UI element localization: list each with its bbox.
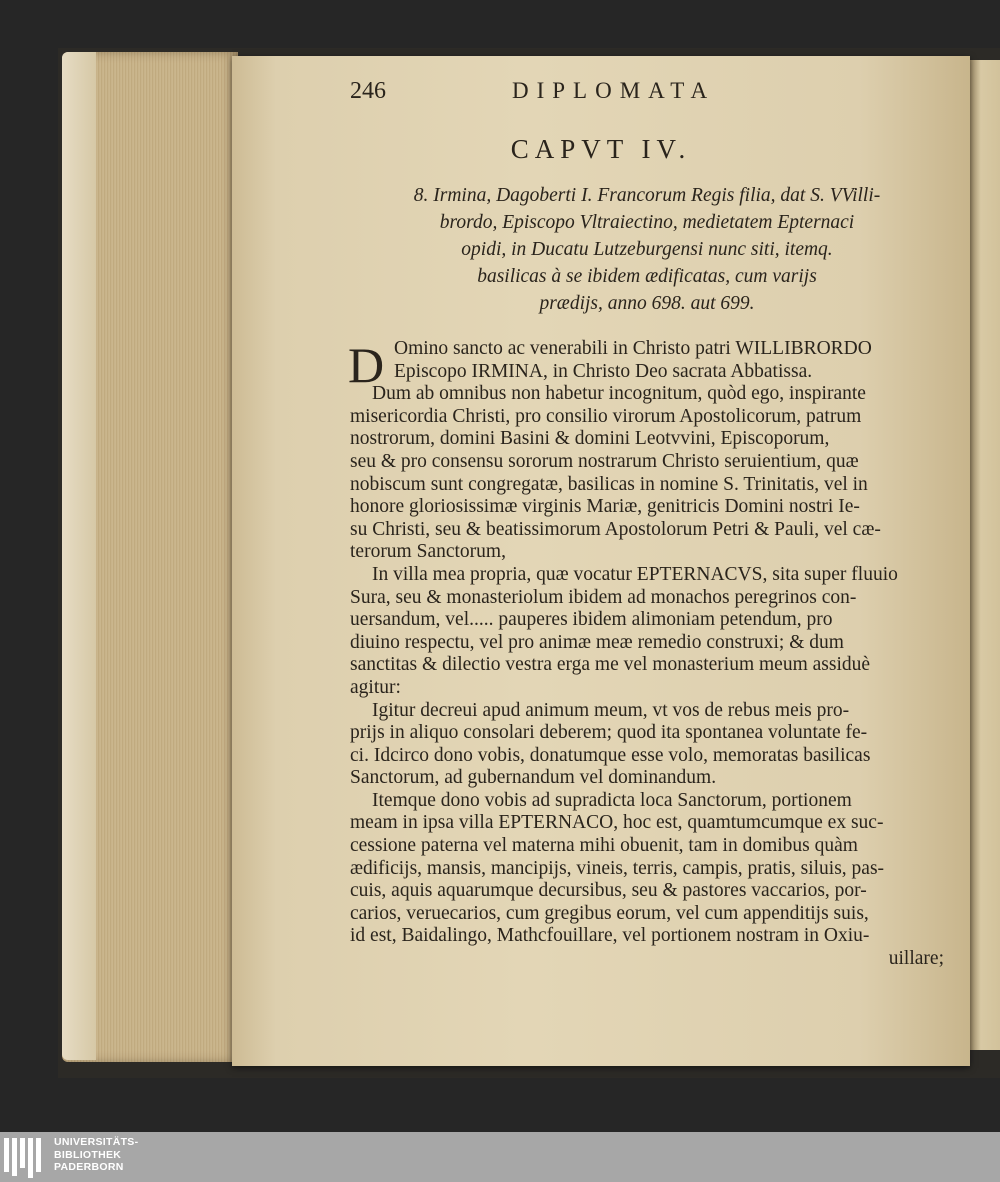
summary-line: opidi, in Ducatu Lutzeburgensi nunc siti, itemq. bbox=[461, 239, 833, 260]
text-line: nobiscum sunt congregatæ, basilicas in nomine S. Trinitatis, vel in bbox=[350, 473, 868, 495]
text-line: seu & pro consensu sororum nostrarum Christo seruientium, quæ bbox=[350, 450, 859, 472]
summary-line: prædijs, anno 698. aut 699. bbox=[539, 293, 755, 314]
running-head: DIPLOMATA bbox=[512, 78, 716, 103]
text-line: honore gloriosissimæ virginis Mariæ, genitricis Domini nostri Ie- bbox=[350, 496, 860, 518]
library-name bbox=[54, 1136, 138, 1174]
text-line: nostrorum, domini Basini & domini Leotvvini, Episcoporum, bbox=[350, 428, 830, 450]
summary-line: 8. Irmina, Dagoberti I. Francorum Regis filia, dat S. VVilli- bbox=[413, 185, 881, 206]
book-cover-edge bbox=[62, 52, 96, 1060]
text-line: terorum Sanctorum, bbox=[350, 541, 506, 563]
text-line: Episcopo IRMINA, in Christo Deo sacrata Abbatissa. bbox=[394, 360, 813, 382]
text-line: su Christi, seu & beatissimorum Apostolorum Petri & Pauli, vel cæ- bbox=[350, 518, 881, 540]
library-footer bbox=[0, 1132, 1000, 1182]
text-line: cuis, aquis aquarumque decursibus, seu & pastores vaccarios, por- bbox=[350, 880, 867, 902]
chapter-summary bbox=[352, 182, 942, 317]
text-line: carios, veruecarios, cum gregibus eorum, vel cum appenditijs suis, bbox=[350, 902, 869, 924]
text-line: uillare; bbox=[888, 948, 944, 970]
text-line: sanctitas & dilectio vestra erga me vel monasterium meum assiduè bbox=[350, 654, 871, 676]
library-name-line: BIBLIOTHEK bbox=[54, 1148, 122, 1161]
summary-line: brordo, Episcopo Vltraiectino, medietatem Epternaci bbox=[439, 212, 855, 233]
text-line: In villa mea propria, quæ vocatur EPTERNACVS, sita super fluuio bbox=[372, 563, 898, 585]
library-name-line: PADERBORN bbox=[54, 1161, 124, 1173]
library-name-line: UNIVERSITÄTS- bbox=[54, 1136, 139, 1148]
book-page bbox=[232, 56, 970, 1066]
text-line: cessione paterna vel materna mihi obuenit, tam in domibus quàm bbox=[350, 835, 858, 857]
text-line: Sanctorum, ad gubernandum vel dominandum. bbox=[350, 767, 717, 789]
text-line: ci. Idcirco dono vobis, donatumque esse volo, memoratas basilicas bbox=[350, 744, 871, 766]
text-line: ædificijs, mansis, mancipijs, vineis, terris, campis, pratis, siluis, pas- bbox=[350, 857, 885, 879]
text-line: Omino sancto ac venerabili in Christo patri WILLIBRORDO bbox=[394, 338, 872, 359]
chapter-title: CAPVT IV. bbox=[510, 134, 692, 164]
text-line: id est, Baidalingo, Mathcfouillare, vel portionem nostram in Oxiu- bbox=[350, 925, 870, 947]
adjacent-page-edge bbox=[968, 60, 1000, 1050]
text-line: agitur: bbox=[350, 676, 401, 698]
text-line: diuino respectu, vel pro animæ meæ remedio construxi; & dum bbox=[350, 631, 844, 653]
document-body bbox=[350, 338, 944, 971]
text-line: meam in ipsa villa EPTERNACO, hoc est, quamtumcumque ex suc- bbox=[350, 812, 884, 834]
text-line: Dum ab omnibus non habetur incognitum, quòd ego, inspirante bbox=[372, 383, 866, 405]
text-line: uersandum, vel..... pauperes ibidem alimoniam petendum, pro bbox=[350, 609, 833, 631]
text-line: prijs in aliquo consolari deberem; quod ita spontanea voluntate fe- bbox=[350, 722, 868, 744]
library-logo-icon bbox=[4, 1138, 50, 1178]
summary-line: basilicas à se ibidem ædificatas, cum varijs bbox=[477, 266, 817, 287]
text-line: Sura, seu & monasteriolum ibidem ad monachos peregrinos con- bbox=[350, 586, 857, 608]
drop-cap: D bbox=[348, 337, 385, 393]
text-line: Itemque dono vobis ad supradicta loca Sanctorum, portionem bbox=[372, 789, 852, 811]
text-line: misericordia Christi, pro consilio virorum Apostolicorum, patrum bbox=[350, 405, 862, 427]
page-number: 246 bbox=[350, 78, 386, 104]
text-line: Igitur decreui apud animum meum, vt vos de rebus meis pro- bbox=[372, 699, 850, 721]
